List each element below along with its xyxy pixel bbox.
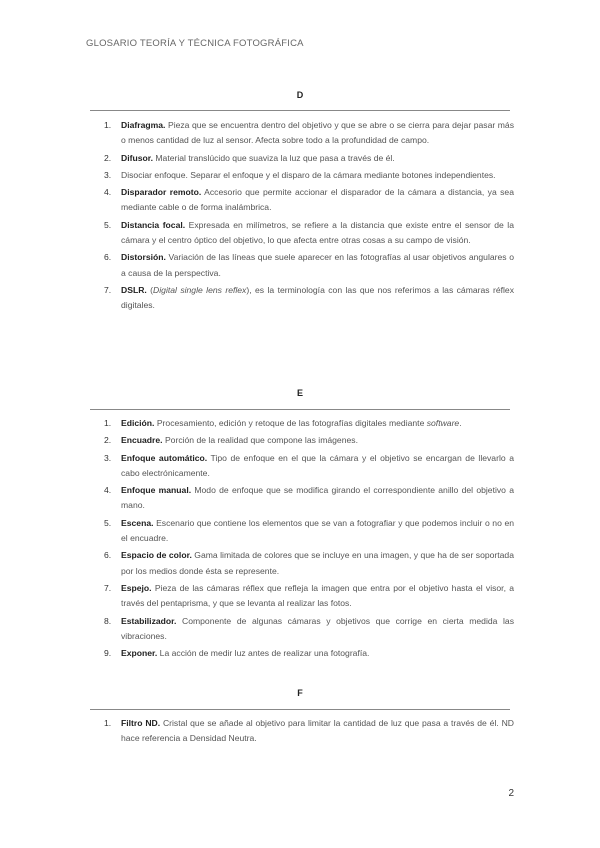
section-heading-d: D	[296, 90, 304, 100]
glossary-entry	[90, 646, 514, 661]
glossary-entry	[90, 218, 514, 249]
entry-definition: Variación de las líneas que suele aparecer en las fotografías al usar objetivos angulares o a causa de la perspectiva.	[121, 252, 514, 278]
glossary-entry	[90, 283, 514, 314]
entry-term: Distorsión.	[121, 252, 166, 263]
section-divider-e	[90, 409, 510, 410]
entry-term: Espacio de color.	[121, 550, 192, 561]
entry-definition: Pieza que se encuentra dentro del objetivo y que se abre o se cierra para dejar pasar más o menos cantidad de luz al sensor. Afecta sobre todo a la profundidad de campo.	[121, 120, 514, 146]
section-divider-d	[90, 110, 510, 111]
glossary-entry	[90, 614, 514, 645]
glossary-entry	[90, 516, 514, 547]
entry-definition: Modo de enfoque que se modifica girando el correspondiente anillo del objetivo a mano.	[121, 485, 514, 511]
entry-definition: Tipo de enfoque en el que la cámara y el objetivo se encargan de llevarlo a cabo electrónicamente.	[121, 452, 514, 478]
entry-number: 5.	[104, 517, 112, 528]
entry-definition: ), es la terminología con las que nos referimos a las cámaras réflex digitales.	[121, 284, 515, 311]
entry-definition: Componente de algunas cámaras y objetivos que corrige en cierta medida las vibraciones.	[121, 615, 514, 641]
section-heading-f: F	[297, 688, 303, 698]
entry-number: 3.	[104, 169, 112, 180]
page-header: GLOSARIO TEORÍA Y TÉCNICA FOTOGRÁFICA	[86, 38, 304, 49]
entry-definition: Porción de la realidad que compone las imágenes.	[162, 435, 358, 446]
glossary-entry	[90, 185, 514, 216]
entry-number: 4.	[104, 485, 112, 496]
entry-number: 1.	[104, 718, 112, 728]
entry-definition: Disociar enfoque. Separar el enfoque y el disparo de la cámara mediante botones independientes.	[121, 169, 496, 180]
glossary-entry	[90, 716, 514, 747]
glossary-entry	[90, 250, 514, 281]
entry-definition: Expresada en milímetros, se refiere a la distancia que existe entre el sensor de la cámara y el centro óptico del objetivo, lo que afecta entre otras cosas a su campo de visión.	[121, 219, 514, 246]
entry-term: Filtro ND.	[121, 718, 161, 728]
glossary-entry	[90, 416, 514, 431]
page-number: 2	[508, 788, 514, 799]
entry-number: 7.	[104, 582, 112, 593]
glossary-entry	[90, 151, 514, 166]
glossary-entry	[90, 451, 514, 482]
entry-number: 7.	[104, 284, 112, 295]
glossary-entry	[90, 168, 514, 183]
entry-term: Exponer.	[121, 648, 158, 659]
entry-definition: Accesorio que permite accionar el disparador de la cámara a distancia, ya sea mediante cable o de forma inalámbrica.	[121, 187, 514, 213]
entry-term: Diafragma.	[121, 120, 166, 130]
glossary-entry	[90, 581, 514, 612]
entry-term: Difusor.	[121, 152, 153, 163]
entry-number: 1.	[104, 120, 112, 130]
entry-definition: Gama limitada de colores que se incluye en una imagen, y que ha de ser soportada por los medios donde ésta se represente.	[121, 550, 514, 576]
entry-number: 2.	[104, 435, 112, 446]
entry-number: 6.	[104, 252, 112, 263]
entry-definition: Pieza de las cámaras réflex que refleja la imagen que entra por el objetivo hasta el visor, a través del pentaprisma, y que se levanta al realizar las fotos.	[121, 582, 514, 609]
entry-number: 9.	[104, 648, 112, 659]
entry-definition: Cristal que se añade al objetivo para limitar la cantidad de luz que pasa a través de él. ND hace referencia a Densidad Neutra.	[121, 718, 514, 744]
entry-definition: La acción de medir luz antes de realizar una fotografía.	[157, 648, 370, 659]
section-heading-e: E	[296, 388, 303, 398]
glossary-entry	[90, 548, 514, 579]
entry-term: Encuadre.	[121, 435, 163, 446]
entry-number: 3.	[104, 452, 112, 463]
entry-number: 4.	[104, 187, 112, 198]
entry-term: Distancia focal.	[121, 219, 186, 230]
glossary-list-d	[90, 118, 514, 316]
entry-text-prefix: (	[146, 284, 154, 295]
entry-definition: .	[459, 418, 462, 428]
entry-term: Enfoque manual.	[121, 485, 192, 496]
entry-term: Edición.	[121, 418, 155, 428]
entry-definition: Material translúcido que suaviza la luz que pasa a través de él.	[153, 152, 395, 163]
entry-term: Escena.	[121, 517, 154, 528]
entry-term: Espejo.	[121, 582, 152, 593]
entry-emphasis: software	[426, 418, 460, 428]
glossary-entry	[90, 118, 514, 149]
entry-emphasis: Digital single lens reflex	[153, 284, 247, 295]
entry-number: 1.	[104, 418, 112, 428]
entry-term: Enfoque automático.	[121, 452, 208, 463]
entry-number: 2.	[104, 152, 112, 163]
entry-definition: Escenario que contiene los elementos que se van a fotografiar y que podemos incluir o no en el encuadre.	[121, 517, 514, 544]
entry-term: Disparador remoto.	[121, 187, 202, 198]
section-divider-f	[90, 709, 510, 710]
glossary-entry	[90, 483, 514, 514]
glossary-list-f	[90, 716, 514, 749]
entry-number: 8.	[104, 615, 112, 626]
glossary-entry	[90, 433, 514, 448]
entry-text-prefix: Procesamiento, edición y retoque de las fotografías digitales mediante	[154, 418, 427, 428]
entry-number: 5.	[104, 219, 112, 230]
glossary-list-e	[90, 416, 514, 663]
entry-number: 6.	[104, 550, 112, 561]
entry-term: DSLR.	[121, 284, 147, 295]
entry-term: Estabilizador.	[121, 615, 177, 626]
